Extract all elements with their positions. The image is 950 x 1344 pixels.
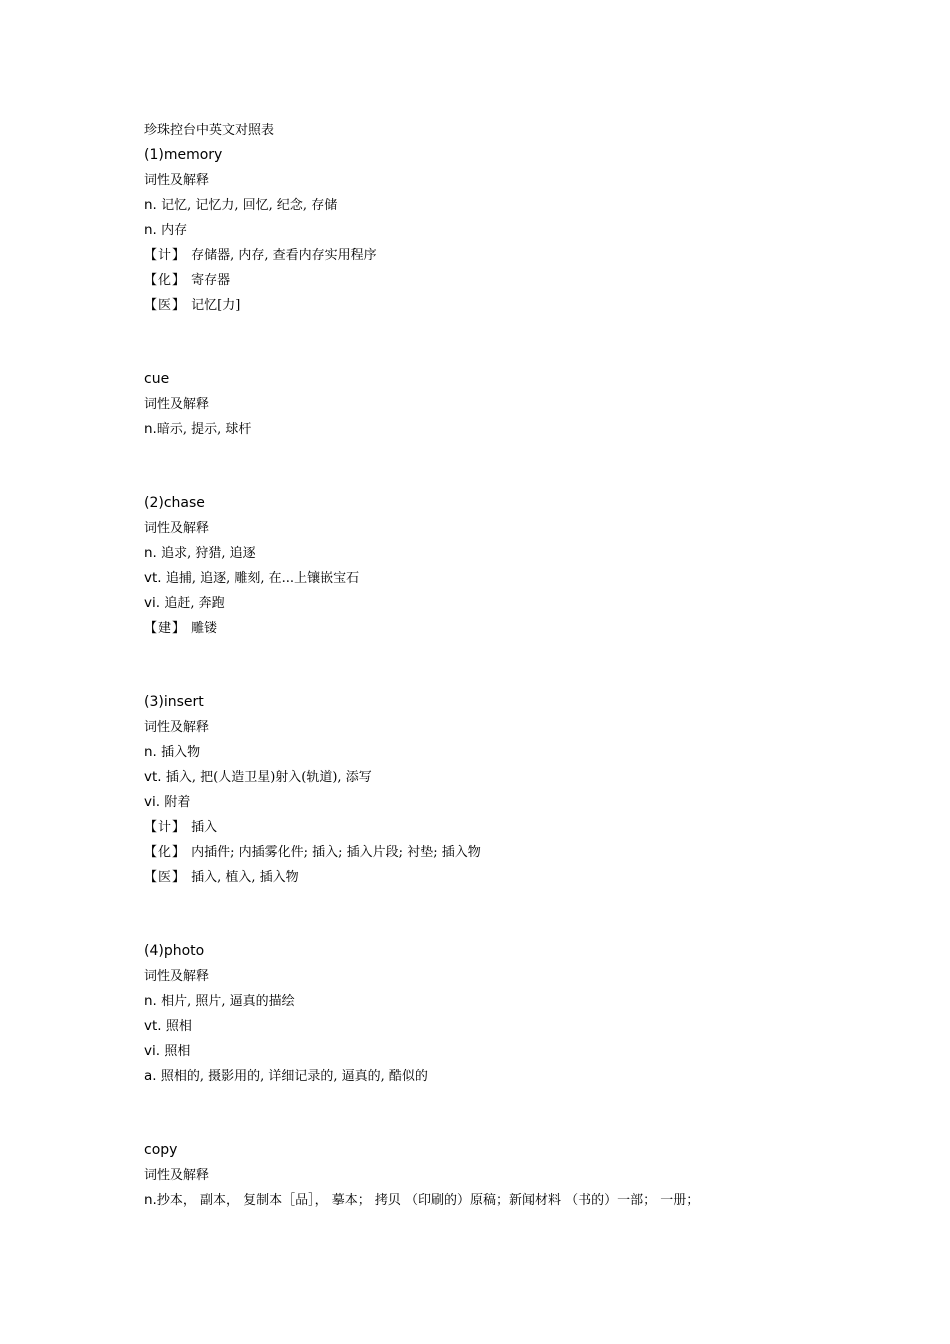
pos-tag: vt. [144,570,166,586]
definition-text: 追求, 狩猎, 追逐 [161,546,256,561]
pos-tag: n. [144,1192,157,1208]
pos-tag: n. [144,744,162,760]
document-page [144,118,844,1213]
domain-tag: 【化】 [144,273,192,288]
definition-line [144,815,844,840]
definition-text: 相片, 照片, 逼真的描绘 [161,994,295,1009]
headword: copy [144,1142,178,1158]
definition-text: 插入, 植入, 插入物 [191,870,299,885]
document-title: 珍珠控台中英文对照表 [144,123,275,138]
definition-text: 暗示, 提示, 球杆 [156,422,252,437]
definition-line [144,865,844,890]
definition-line [144,740,844,765]
domain-tag: 【计】 [144,248,192,263]
entry-cue [144,367,844,442]
pos-tag: n. [144,197,162,213]
pos-tag: vi. [144,1043,165,1059]
headword: (3)insert [144,694,204,710]
pos-tag: n. [144,222,162,238]
domain-tag: 【医】 [144,298,192,313]
definition-line [144,293,844,318]
definition-line [144,193,844,218]
pos-tag: a. [144,1068,161,1084]
pos-tag: vt. [144,1018,166,1034]
definition-text: 存储器, 内存, 查看内存实用程序 [191,248,377,263]
definition-line [144,989,844,1014]
definition-line [144,417,844,442]
entry-spacer [144,641,844,690]
entry-memory [144,143,844,318]
part-of-speech-label: 词性及解释 [144,397,210,412]
definition-line [144,591,844,616]
definition-text: 照相的, 摄影用的, 详细记录的, 逼真的, 酷似的 [160,1069,428,1084]
part-of-speech-label: 词性及解释 [144,521,210,536]
definition-line [144,840,844,865]
part-of-speech-label: 词性及解释 [144,969,210,984]
headword: (4)photo [144,943,205,959]
definition-line [144,541,844,566]
definition-line [144,1014,844,1039]
definition-line [144,1039,844,1064]
entry-photo [144,939,844,1089]
definition-text: 追赶, 奔跑 [164,596,225,611]
definition-text: 追捕, 追逐, 雕刻, 在...上镶嵌宝石 [165,571,360,586]
definition-text: 记忆, 记忆力, 回忆, 纪念, 存储 [161,198,338,213]
definition-line [144,1064,844,1089]
domain-tag: 【计】 [144,820,192,835]
entry-spacer [144,1089,844,1138]
definition-line [144,566,844,591]
definition-text: 插入, 把(人造卫星)射入(轨道), 添写 [165,770,372,785]
headword: (1)memory [144,147,223,163]
part-of-speech-label: 词性及解释 [144,173,210,188]
part-of-speech-label: 词性及解释 [144,720,210,735]
definition-line [144,1188,844,1213]
entry-spacer [144,318,844,367]
part-of-speech-label: 词性及解释 [144,1168,210,1183]
definition-line [144,268,844,293]
entry-copy [144,1138,844,1213]
definition-text: 寄存器 [191,273,231,288]
headword: cue [144,371,170,387]
entry-spacer [144,442,844,491]
pos-tag: vi. [144,794,165,810]
headword: (2)chase [144,495,205,511]
definition-line [144,616,844,641]
entry-spacer [144,890,844,939]
pos-tag: vi. [144,595,165,611]
definition-line [144,765,844,790]
pos-tag: vt. [144,769,166,785]
domain-tag: 【化】 [144,845,192,860]
definition-text: 记忆[力] [191,298,241,313]
definition-text: 雕镂 [191,621,218,636]
pos-tag: n. [144,993,162,1009]
definition-text: 插入物 [161,745,201,760]
definition-text: 照相 [165,1019,192,1034]
definition-text: 抄本， 副本， 复制本［品］， 摹本； 拷贝 （印刷的）原稿；新闻材料 （书的）一部； 一册； [156,1193,700,1208]
entry-insert [144,690,844,890]
definition-text: 内插件; 内插雾化件; 插入; 插入片段; 衬垫; 插入物 [191,845,481,860]
pos-tag: n. [144,545,162,561]
definition-text: 附着 [164,795,191,810]
definition-text: 内存 [161,223,188,238]
definition-line [144,790,844,815]
definition-line [144,243,844,268]
domain-tag: 【建】 [144,621,192,636]
domain-tag: 【医】 [144,870,192,885]
definition-text: 照相 [164,1044,191,1059]
definition-line [144,218,844,243]
entry-chase [144,491,844,641]
pos-tag: n. [144,421,157,437]
definition-text: 插入 [191,820,218,835]
